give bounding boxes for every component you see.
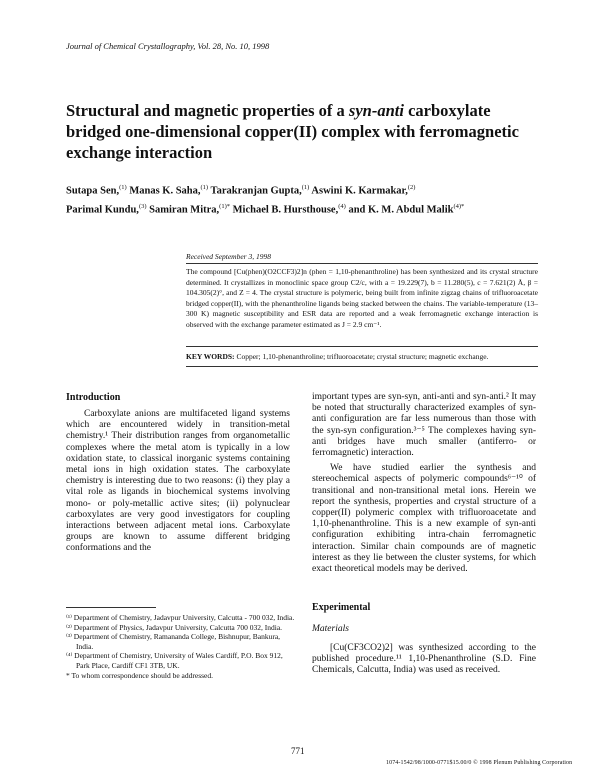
abstract-bottom-rule [186,346,538,347]
author-list [66,180,556,217]
authors-line-1 [66,180,556,199]
materials-text: [Cu(CF3CO2)2] was synthesized according to the published procedure.¹¹ 1,10-Phenanthroline (S.D. Fine Chemicals, Calcutta, India) was used as received. [312,643,536,676]
author-affiliation: (2) [407,184,416,191]
author-affiliation: (1) [119,184,127,191]
keywords [186,352,538,362]
author-affiliation: (4)* [453,202,465,210]
footnote: ⁽¹⁾ Department of Chemistry, Jadavpur University, Calcutta - 700 032, India. [66,613,295,622]
introduction-left-column [66,409,290,555]
abstract-top-rule [186,263,538,264]
author: Sutapa Sen, [66,185,120,197]
author-affiliation: (1) [301,184,310,191]
author-affiliation: (3) [138,202,147,210]
introduction-heading: Introduction [66,392,121,403]
author: Tarakranjan Gupta, [208,185,302,197]
footnote: ⁽²⁾ Department of Physics, Jadavpur University, Calcutta 700 032, India. [66,622,283,632]
keywords-label: KEY WORDS: [186,352,235,361]
received-date: Received September 3, 1998 [186,252,271,261]
author-affiliation: (1) [200,184,209,191]
author: Aswini K. Karmakar, [309,185,408,197]
author: and K. M. Abdul Malik [345,204,454,215]
page-number: 771 [291,746,305,756]
author: Samiran Mitra, [146,204,220,215]
intro-paragraph: Carboxylate anions are multifaceted ligand systems which are encountered widely in transition-metal chemistry.¹ Their distribution ranges from organometallic complexes where the metal atom is typically in a low oxidation state, to classical inorganic systems containing metal ions in high oxidation states. The carboxylate chemistry is interesting due to two reasons: (i) they play a vital role as ligands in biochemical systems involving mono- or poly-metallic active sites; (ii) polynuclear carboxylates are very good investigators for coupling interactions between adjacent metal ions. Carboxylate groups are known to assume different bridging conformations and the [66,409,290,554]
footnote: * To whom correspondence should be addressed. [66,670,214,680]
title-italic: syn-anti [348,101,404,120]
intro-paragraph-continued: important types are syn-syn, anti-anti and syn-anti.² It may be noted that structurally characterized examples of syn-anti configuration are far less numerous than those with the syn-syn configuration.³⁻⁵ The complexes having syn-anti bridges have much smaller (antiferro- or ferromagnetic) interaction. [312,392,536,459]
article-title [66,100,546,163]
copyright-footer: 1074-1542/98/1000-0771$15.00/0 © 1998 Plenum Publishing Corporation [386,760,573,766]
author-affiliation: (1)* [219,202,230,210]
materials-paragraph [312,643,536,677]
author: Manas K. Saha, [126,185,201,197]
introduction-right-column [312,392,536,575]
experimental-heading: Experimental [312,602,371,613]
footnote-rule [66,607,156,608]
intro-paragraph: We have studied earlier the synthesis and stereochemical aspects of polymeric compounds⁶⁻¹⁰ of transitional and non-transitional metal ions. Herein we report the synthesis, properties and crystal structure of a copper(II) polymeric complex with trifluoroacetate and 1,10-phenanthroline. This is a new example of syn-anti configuration exhibiting intra-chain ferromagnetic interaction. Similar chain compounds are of magnetic interest as they lie between the cluster systems, for which exact theoretical models may be derived. [312,463,536,575]
author: Michael B. Hursthouse, [230,204,339,215]
author-affiliation: (4) [338,202,346,210]
journal-header: Journal of Chemical Crystallography, Vol. 28, No. 10, 1998 [66,41,270,51]
materials-heading: Materials [312,624,349,634]
footnote: ⁽³⁾ Department of Chemistry, Ramananda College, Bishnupur, Bankura, India. [66,632,281,651]
title-part-1: Structural and magnetic properties of a [66,101,349,120]
author: Parimal Kundu, [66,204,139,215]
authors-line-2 [66,199,556,218]
keywords-rule [186,366,538,367]
abstract: The compound [Cu(phen)(O2CCF3)2]n (phen = 1,10-phenanthroline) has been synthesized and its crystal structure determined. It crystallizes in monoclinic space group C2/c, with a = 19.229(7), b = 11.280(5), c = 7.621(2) Å, β = 104.305(2)°, and Z = 4. The crystal structure is polymeric, being built from infinite zigzag chains of trifluoroacetate bridged copper(II), with the phenanthroline ligands being stacked between the chains. The variable-temperature (13–300 K) magnetic susceptibility and ESR data are reported and a weak ferromagnetic exchange interaction is observed with the exchange parameter estimated as J = 2.9 cm⁻¹. [186,267,538,329]
footnotes [66,613,296,680]
footnote: ⁽⁴⁾ Department of Chemistry, University of Wales Cardiff, P.O. Box 912, Park Place, Cardiff CF1 3TB, UK. [66,651,283,670]
title-part-2: carboxylate bridged one-dimensional copper(II) complex with ferromagnetic exchange interaction [66,101,519,162]
keywords-list: Copper; 1,10-phenanthroline; trifluoroacetate; crystal structure; magnetic exchange. [234,352,489,361]
